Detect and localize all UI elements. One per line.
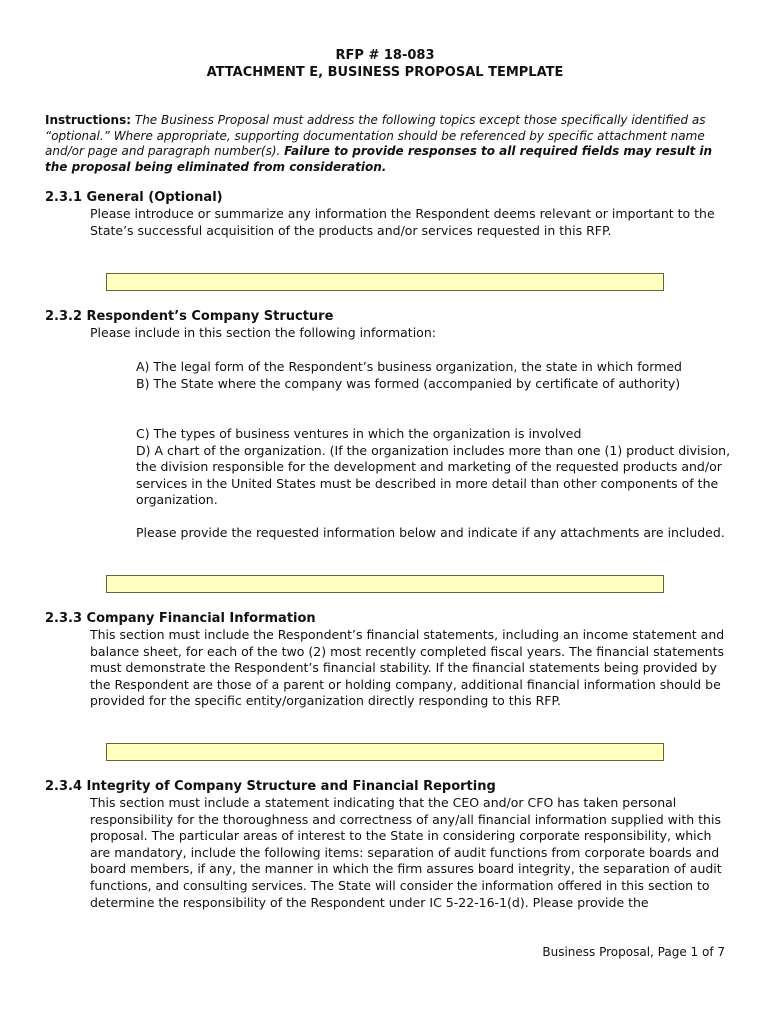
page-footer: Business Proposal, Page 1 of 7 — [542, 945, 725, 959]
section-2-3-2-answer-field[interactable] — [106, 575, 664, 593]
list-item: C) The types of business ventures in which the organization is involved — [136, 426, 582, 441]
document-title: ATTACHMENT E, BUSINESS PROPOSAL TEMPLATE — [206, 65, 564, 80]
list-item: D) A chart of the organization. (If the organization includes more than one (1) product division, the division responsible for the development and marketing of the requested products and/or services in the United States must be described in more detail than other components of the organization. — [136, 442, 731, 508]
instructions — [45, 113, 735, 175]
section-2-3-3-body: This section must include the Respondent’s financial statements, including an income statement and balance sheet, for each of the two (2) most recently completed fiscal years. The financial statements must demonstrate the Respondent’s financial stability. If the financial statements being provided by the Respondent are those of a parent or holding company, additional financial information should be provided for the specific entity/organization directly responding to this RFP. — [90, 627, 725, 709]
section-2-3-2-list — [90, 359, 735, 392]
section-2-3-2-note: Please provide the requested information below and indicate if any attachments are included. — [136, 525, 725, 540]
list-item: A) The legal form of the Respondent’s business organization, the state in which formed — [136, 359, 682, 374]
section-2-3-2-title: 2.3.2 Respondent’s Company Structure — [45, 309, 334, 324]
instructions-label: Instructions: — [45, 113, 132, 127]
section-2-3-1-body: Please introduce or summarize any information the Respondent deems relevant or important to the State’s successful acquisition of the products and/or services requested in this RFP. — [90, 206, 715, 238]
section-2-3-4-title: 2.3.4 Integrity of Company Structure and Financial Reporting — [45, 779, 496, 794]
rfp-number: RFP # 18-083 — [335, 48, 435, 63]
section-2-3-2-list-cont — [136, 426, 736, 509]
section-2-3-4-body: This section must include a statement indicating that the CEO and/or CFO has taken personal responsibility for the thoroughness and correctness of any/all financial information supplied with this proposal. The particular areas of interest to the State in considering corporate responsibility, which are mandatory, include the following items: separation of audit functions from corporate boards and board members, if any, the manner in which the firm assures board integrity, the separation of audit functions, and consulting services. The State will consider the information offered in this section to determine the responsibility of the Respondent under IC 5-22-16-1(d). Please provide the — [90, 795, 722, 910]
section-2-3-2-body: Please include in this section the following information: — [90, 325, 436, 340]
section-2-3-3-answer-field[interactable] — [106, 743, 664, 761]
list-item: B) The State where the company was formed (accompanied by certificate of authority) — [136, 375, 681, 391]
section-2-3-3-title: 2.3.3 Company Financial Information — [45, 611, 316, 626]
instructions-text: The Business Proposal must address the following topics except those specifically identified as “optional.” Where appropriate, supporting documentation should be referenced by specific attachment name and/or page and paragraph number(s). — [45, 113, 706, 158]
instructions-warning: Failure to provide responses to all required fields may result in the proposal being eliminated from consideration. — [45, 144, 713, 174]
section-2-3-1-title: 2.3.1 General (Optional) — [45, 190, 223, 205]
section-2-3-1-answer-field[interactable] — [106, 273, 664, 291]
